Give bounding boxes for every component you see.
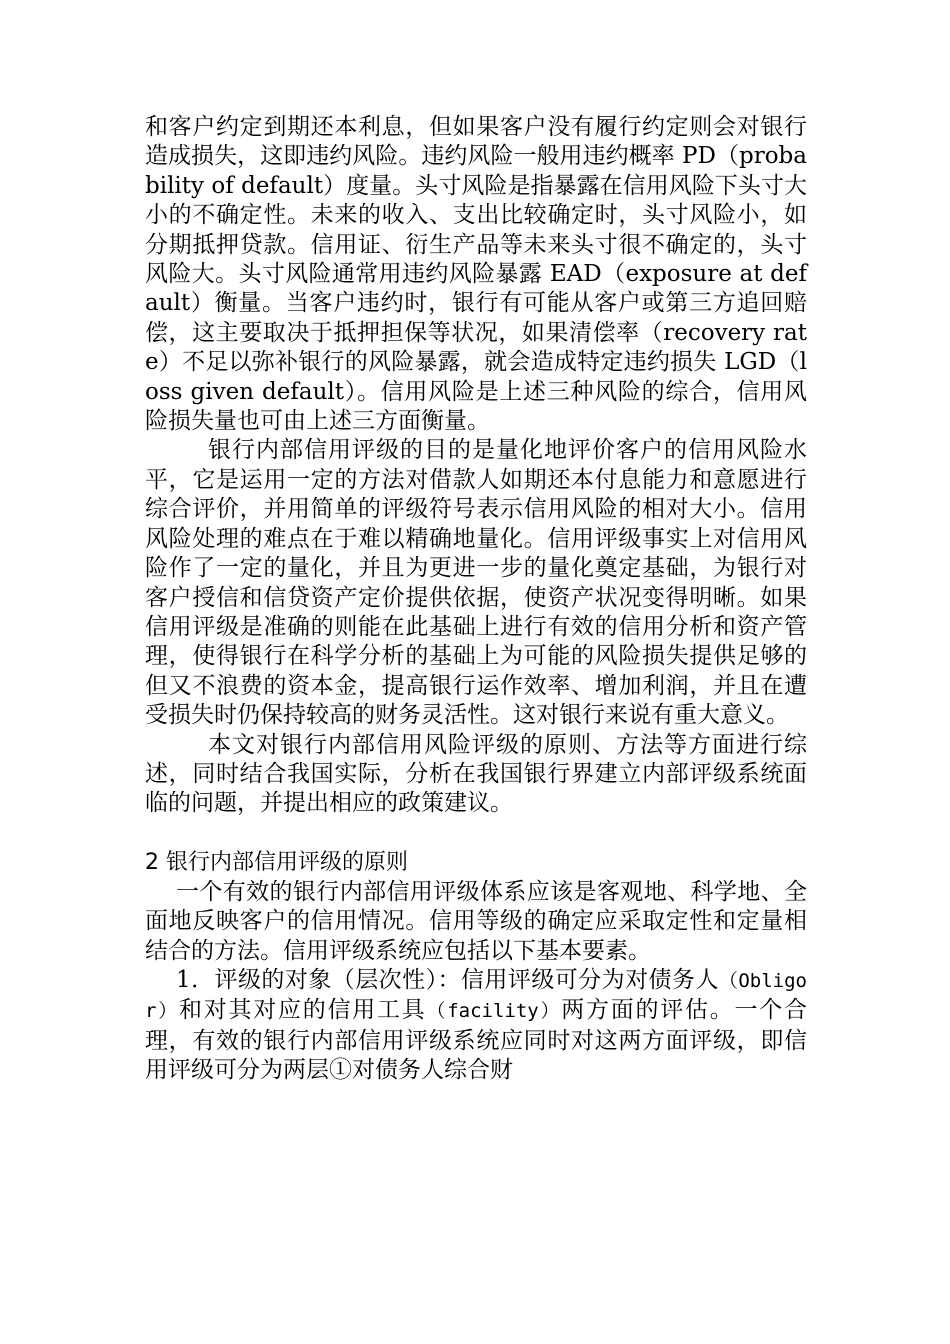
section-heading: 2 银行内部信用评级的原则 [145, 849, 408, 875]
document-body [145, 113, 807, 1086]
rating-objects-mid: 和对其对应的信用工具 [178, 997, 427, 1024]
body-paragraph-rating-system: 一个有效的银行内部信用评级体系应该是客观地、科学地、全面地反映客户的信用情况。信用等级的确定应采取定性和定量相结合的方法。信用评级系统应包括以下基本要素。 [145, 878, 807, 964]
body-paragraph-paper-overview: 本文对银行内部信用风险评级的原则、方法等方面进行综述，同时结合我国实际，分析在我国银行界建立内部评级系统面临的问题，并提出相应的政策建议。 [145, 731, 807, 817]
rating-objects-tail: 两方面的评估。一个合理，有效的银行内部信用评级系统应同时对这两方面评级，即信用评级可分为两层①对债务人综合财 [145, 997, 808, 1084]
rating-objects-lead: 1．评级的对象（层次性）：信用评级可分为对债务人 [176, 966, 719, 993]
body-paragraph-rating-objects [145, 966, 807, 1086]
facility-term: （facility） [426, 1000, 562, 1023]
obligor-term: （Obligor） [145, 969, 807, 1023]
body-paragraph-risk-components: 和客户约定到期还本利息，但如果客户没有履行约定则会对银行造成损失，这即违约风险。违约风险一般用违约概率 PD（probability of default）度量。头寸风险是指暴露在信用风险下头寸大小的不确定性。未来的收入、支出比较确定时，头寸风险小，如分期抵押贷款。信用证、衍生产品等未来头寸很不确定的，头寸风险大。头寸风险通常用违约风险暴露 EAD（exposure at default）衡量。当客户违约时，银行有可能从客户或第三方追回赔偿，这主要取决于抵押担保等状况，如果清偿率（recovery rate）不足以弥补银行的风险暴露，就会造成特定违约损失 LGD（loss given default）。信用风险是上述三种风险的综合，信用风险损失量也可由上述三方面衡量。 [145, 114, 807, 435]
body-paragraph-rating-purpose: 银行内部信用评级的目的是量化地评价客户的信用风险水平，它是运用一定的方法对借款人如期还本付息能力和意愿进行综合评价，并用简单的评级符号表示信用风险的相对大小。信用风险处理的难点在于难以精确地量化。信用评级事实上对信用风险作了一定的量化，并且为更进一步的量化奠定基础，为银行对客户授信和信贷资产定价提供依据，使资产状况变得明晰。如果信用评级是准确的则能在此基础上进行有效的信用分析和资产管理，使得银行在科学分析的基础上为可能的风险损失提供足够的但又不浪费的资本金，提高银行运作效率、增加利润，并且在遭受损失时仍保持较高的财务灵活性。这对银行来说有重大意义。 [145, 437, 807, 729]
